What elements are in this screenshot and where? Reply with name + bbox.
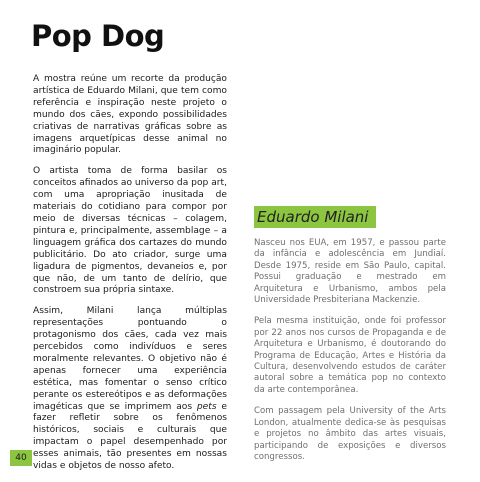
pets-emphasis: pets <box>196 401 217 412</box>
page-number-badge: 40 <box>10 450 32 466</box>
bio-paragraph-3: Com passagem pela University of the Arts London, atualmente dedica-se às pesquisas e projetos no âmbito das artes visuais, participando de exposições e diversos congressos. <box>254 406 446 462</box>
author-name-heading: Eduardo Milani <box>254 206 376 228</box>
intro-paragraph-3-end: e fazer refletir sobre os fenômenos históricos, sociais e culturais que impactam o papel desempenhado por esses animais, tão presentes em nossas vidas e objetos de nosso afeto. <box>33 401 227 472</box>
intro-paragraph-2: O artista toma de forma basilar os conceitos afinados ao universo da pop art, com uma apropriação inusitada de materiais do cotidiano para compor por meio de diversas técnicas – colagem, pintura e, principalmente, assemblage – a linguagem gráfica dos cartazes do mundo publicitário. Do ato criador, surge uma ligadura de pigmentos, devaneios e, por que não, de um tanto de delírio, que constroem sua própria sintaxe. <box>33 166 227 296</box>
intro-paragraph-3-start: Assim, Milani lança múltiplas representações pontuando o protagonismo dos cães, cada vez mais percebidos como indivíduos e seres moralmente relevantes. O objetivo não é apenas fornecer uma experiência estética, mas fomentar o senso crítico perante os estereótipos e as deformações imagéticas que se imprimem aos <box>33 306 227 412</box>
intro-paragraph-3 <box>33 306 227 473</box>
bio-column <box>254 206 446 473</box>
bio-paragraph-2: Pela mesma instituição, onde foi professor por 22 anos nos cursos de Propaganda e de Arquitetura e Urbanismo, é doutorando do Programa de Educação, Artes e História da Cultura, desenvolvendo estudos de caráter autoral sobre a temática pop no contexto da arte contemporânea. <box>254 316 446 395</box>
intro-paragraph-1: A mostra reúne um recorte da produção artística de Eduardo Milani, que tem como referência e inspiração neste projeto o mundo dos cães, expondo possibilidades criativas de narrativas gráficas sobre as imagens arquetípicas desse animal no imaginário popular. <box>33 74 227 156</box>
bio-paragraph-1: Nasceu nos EUA, em 1957, e passou parte da infância e adolescência em Jundiaí. Desde 1975, reside em São Paulo, capital. Possui graduação e mestrado em Arquitetura e Urbanismo, ambos pela Universidade Presbiteriana Mackenzie. <box>254 238 446 306</box>
page-title: Pop Dog <box>31 19 165 53</box>
intro-column <box>33 74 227 482</box>
